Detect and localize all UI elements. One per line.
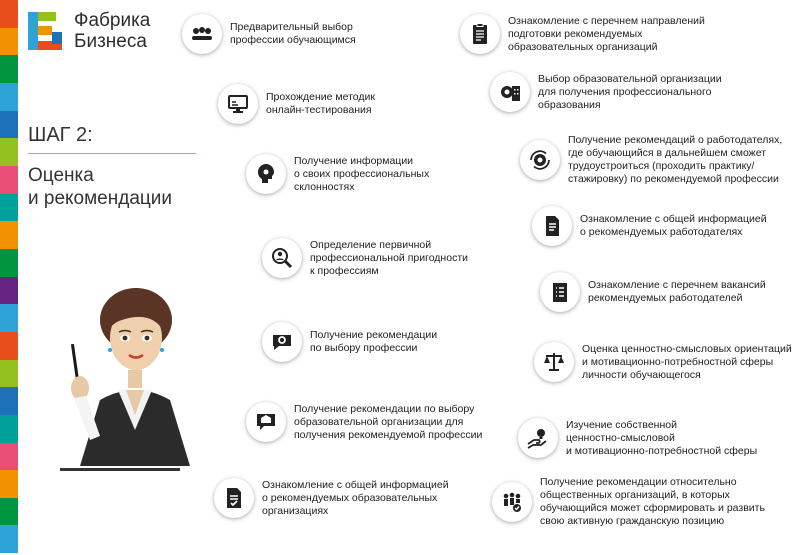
item-text-line: профессиональной пригодности bbox=[310, 251, 468, 264]
gear-building-icon bbox=[490, 72, 530, 112]
item-text-line: о своих профессиональных bbox=[294, 167, 430, 180]
stripe-segment bbox=[0, 55, 18, 83]
item-text-line: Выбор образовательной организации bbox=[538, 72, 722, 85]
hand-idea-icon bbox=[518, 418, 558, 458]
stripe-segment bbox=[0, 277, 18, 305]
right-item bbox=[518, 418, 757, 458]
stripe-segment bbox=[0, 415, 18, 443]
item-text-line: Получение информации bbox=[294, 154, 414, 167]
item-text-line: Получение рекомендации по выбору bbox=[294, 402, 475, 415]
left-item bbox=[246, 402, 482, 442]
businesswoman-illustration bbox=[60, 280, 210, 550]
stripe-segment bbox=[0, 0, 18, 28]
item-text-line: Изучение собственной bbox=[566, 418, 677, 431]
item-text-line: о рекомендуемых образовательных bbox=[262, 491, 438, 504]
stripe-segment bbox=[0, 221, 18, 249]
document-icon bbox=[532, 206, 572, 246]
item-text-line: свою активную гражданскую позицию bbox=[540, 515, 725, 527]
people-icon bbox=[182, 14, 222, 54]
item-text-line: профессии обучающимся bbox=[230, 34, 356, 46]
brand-name-line1: Фабрика bbox=[74, 10, 151, 31]
stripe-segment bbox=[0, 387, 18, 415]
left-item bbox=[182, 14, 356, 54]
item-text-line: организациях bbox=[262, 504, 329, 517]
stripe-segment bbox=[0, 498, 18, 526]
stripe-segment bbox=[0, 166, 18, 194]
item-text-line: Получение рекомендации bbox=[310, 329, 438, 341]
left-item bbox=[214, 478, 449, 518]
chat-gear-icon bbox=[262, 322, 302, 362]
item-text-line: Получение рекомендаций о работодателях, bbox=[568, 134, 783, 146]
item-text-line: рекомендуемых работодателей bbox=[588, 292, 743, 304]
left-item bbox=[246, 154, 429, 194]
step-heading bbox=[28, 124, 198, 210]
right-item bbox=[492, 476, 765, 528]
brand-name-line2: Бизнеса bbox=[74, 31, 147, 52]
right-item bbox=[490, 72, 722, 112]
item-text-line: и мотивационно-потребностной сферы bbox=[566, 444, 758, 457]
stripe-segment bbox=[0, 304, 18, 332]
right-item bbox=[534, 342, 792, 382]
clipboard-list-icon bbox=[460, 14, 500, 54]
step-number: ШАГ 2: bbox=[28, 124, 93, 146]
stripe-segment bbox=[0, 470, 18, 498]
item-text-line: к профессиям bbox=[310, 264, 379, 277]
stripe-segment bbox=[0, 249, 18, 277]
item-text-line: Предварительный выбор bbox=[230, 21, 353, 33]
brand-logo bbox=[28, 10, 150, 52]
item-text-line: Определение первичной bbox=[310, 238, 432, 251]
left-item bbox=[218, 84, 375, 124]
item-text-line: по выбору профессии bbox=[310, 342, 418, 354]
document-check-icon bbox=[214, 478, 254, 518]
item-text-line: для получения профессионального bbox=[538, 85, 712, 98]
item-text-line: образования bbox=[538, 98, 601, 111]
step-divider bbox=[28, 153, 196, 154]
item-text-line: личности обучающегося bbox=[582, 368, 701, 381]
item-text-line: онлайн-тестирования bbox=[266, 104, 372, 116]
item-text-line: склонностях bbox=[294, 180, 355, 193]
right-item bbox=[532, 206, 767, 246]
stripe-segment bbox=[0, 138, 18, 166]
stripe-segment bbox=[0, 443, 18, 471]
item-text-line: получения рекомендуемой профессии bbox=[294, 428, 483, 441]
right-item bbox=[540, 272, 766, 312]
stripe-segment bbox=[0, 525, 18, 553]
checklist-icon bbox=[540, 272, 580, 312]
item-text-line: Ознакомление с перечнем направлений bbox=[508, 14, 705, 27]
item-text-line: образовательной организации для bbox=[294, 415, 464, 428]
stripe-segment bbox=[0, 332, 18, 360]
magnifier-person-icon bbox=[262, 238, 302, 278]
scales-icon bbox=[534, 342, 574, 382]
item-text-line: ценностно-смысловой bbox=[566, 431, 675, 444]
stripe-segment bbox=[0, 194, 18, 222]
gear-arrows-icon bbox=[520, 140, 560, 180]
item-text-line: где обучающийся в дальнейшем сможет bbox=[568, 147, 766, 159]
item-text-line: и мотивационно-потребностной сферы bbox=[582, 355, 774, 368]
item-text-line: общественных организаций, в которых bbox=[540, 489, 730, 501]
brand-logo-mark bbox=[28, 12, 66, 50]
stripe-segment bbox=[0, 111, 18, 139]
right-item bbox=[520, 134, 782, 186]
building-chat-icon bbox=[246, 402, 286, 442]
left-item bbox=[262, 238, 468, 278]
item-text-line: подготовки рекомендуемых bbox=[508, 27, 643, 40]
item-text-line: трудоустроиться (проходить практику/ bbox=[568, 160, 755, 172]
item-text-line: обучающийся может сформировать и развить bbox=[540, 502, 765, 514]
left-item bbox=[262, 322, 437, 362]
item-text-line: Ознакомление с общей информацией bbox=[262, 478, 449, 491]
step-title-line2: и рекомендации bbox=[28, 188, 173, 209]
color-stripe bbox=[0, 0, 18, 553]
monitor-test-icon bbox=[218, 84, 258, 124]
right-item bbox=[460, 14, 705, 54]
head-gear-icon bbox=[246, 154, 286, 194]
stripe-segment bbox=[0, 83, 18, 111]
item-text-line: Получение рекомендации относительно bbox=[540, 476, 737, 488]
item-text-line: образовательных организаций bbox=[508, 40, 658, 53]
item-text-line: о рекомендуемых работодателях bbox=[580, 226, 743, 238]
stripe-segment bbox=[0, 360, 18, 388]
step-title-line1: Оценка bbox=[28, 165, 94, 186]
item-text-line: стажировку) по рекомендуемой профессии bbox=[568, 173, 779, 185]
item-text-line: Оценка ценностно-смысловых ориентаций bbox=[582, 342, 792, 355]
group-check-icon bbox=[492, 482, 532, 522]
stripe-segment bbox=[0, 28, 18, 56]
item-text-line: Ознакомление с перечнем вакансий bbox=[588, 279, 766, 291]
item-text-line: Прохождение методик bbox=[266, 91, 375, 103]
item-text-line: Ознакомление с общей информацией bbox=[580, 213, 767, 225]
